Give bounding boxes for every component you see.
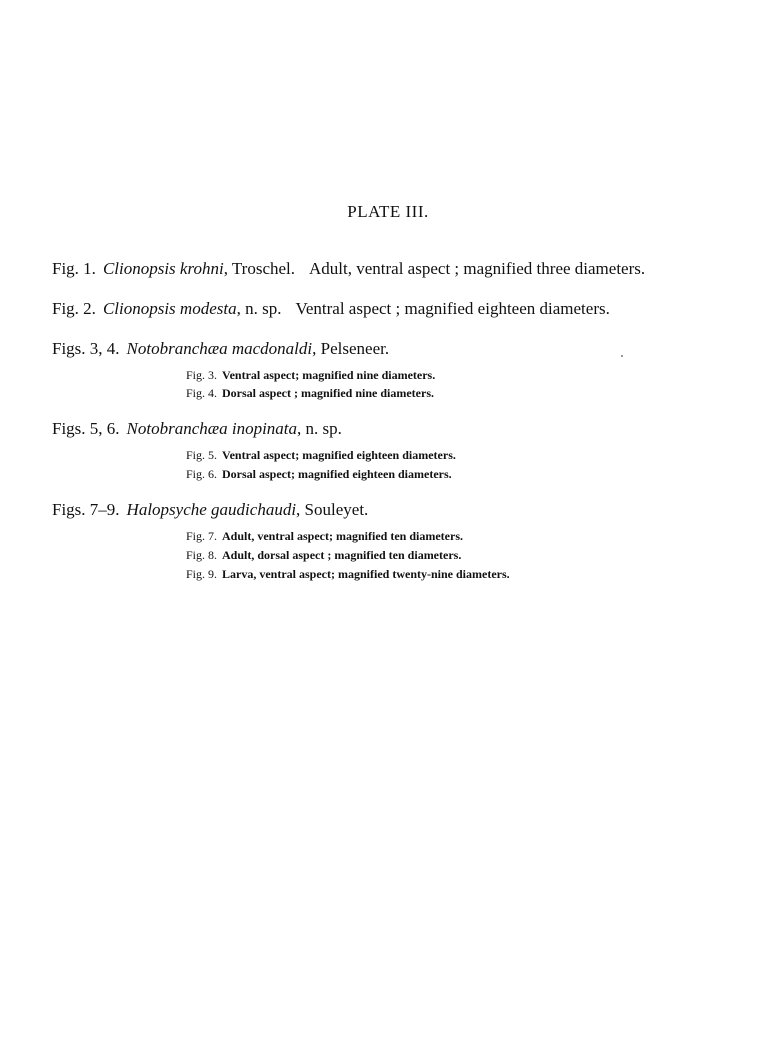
plate-title: PLATE III. (347, 202, 429, 221)
subfigure-fig-8 (186, 548, 461, 563)
figure-label: Figs. 3, 4. (52, 339, 120, 358)
species-name: Notobranchæa macdonaldi (126, 339, 313, 358)
subfigure-label: Fig. 8. (186, 548, 218, 562)
species-author: , n. sp. (297, 419, 342, 438)
subfigure-label: Fig. 9. (186, 567, 218, 581)
figure-description: Ventral aspect ; magnified eighteen diameters. (295, 299, 610, 318)
species-name: Clionopsis modesta (102, 299, 237, 318)
species-author: , n. sp. (236, 299, 282, 318)
species-name: Clionopsis krohni (102, 259, 224, 278)
figure-label: Fig. 1. (52, 259, 96, 278)
entry-figs-7-9 (52, 500, 368, 520)
entry-figs-3-4 (52, 339, 389, 359)
figure-label: Figs. 7–9. (52, 500, 120, 519)
subfigure-label: Fig. 6. (186, 467, 218, 481)
figure-label: Fig. 2. (52, 299, 96, 318)
subfigure-fig-9 (186, 567, 510, 582)
subfigure-label: Fig. 4. (186, 386, 218, 400)
figure-description: Adult, ventral aspect ; magnified three diameters. (309, 259, 646, 278)
subfigure-text: Larva, ventral aspect; magnified twenty-nine diameters. (222, 567, 510, 581)
subfigure-text: Ventral aspect; magnified nine diameters. (222, 368, 436, 382)
subfigure-fig-6 (186, 467, 452, 482)
subfigure-text: Dorsal aspect; magnified eighteen diameters. (222, 467, 452, 481)
entry-figs-5-6 (52, 419, 342, 439)
subfigure-text: Adult, dorsal aspect ; magnified ten diameters. (222, 548, 462, 562)
subfigure-label: Fig. 3. (186, 368, 218, 382)
species-author: , Troschel. (223, 259, 296, 278)
subfigure-fig-7 (186, 529, 463, 544)
figure-label: Figs. 5, 6. (52, 419, 120, 438)
subfigure-text: Dorsal aspect ; magnified nine diameters. (222, 386, 434, 400)
subfigure-text: Adult, ventral aspect; magnified ten diameters. (222, 529, 463, 543)
species-author: , Souleyet. (296, 500, 369, 519)
entry-fig-2 (52, 299, 610, 319)
species-name: Notobranchæa inopinata (126, 419, 298, 438)
subfigure-text: Ventral aspect; magnified eighteen diameters. (222, 448, 456, 462)
subfigure-fig-3 (186, 368, 435, 383)
subfigure-label: Fig. 5. (186, 448, 218, 462)
entry-fig-1 (52, 259, 645, 279)
species-author: , Pelseneer. (312, 339, 390, 358)
print-speck (621, 355, 623, 357)
species-name: Halopsyche gaudichaudi (126, 500, 297, 519)
subfigure-label: Fig. 7. (186, 529, 218, 543)
subfigure-fig-4 (186, 386, 434, 401)
subfigure-fig-5 (186, 448, 456, 463)
